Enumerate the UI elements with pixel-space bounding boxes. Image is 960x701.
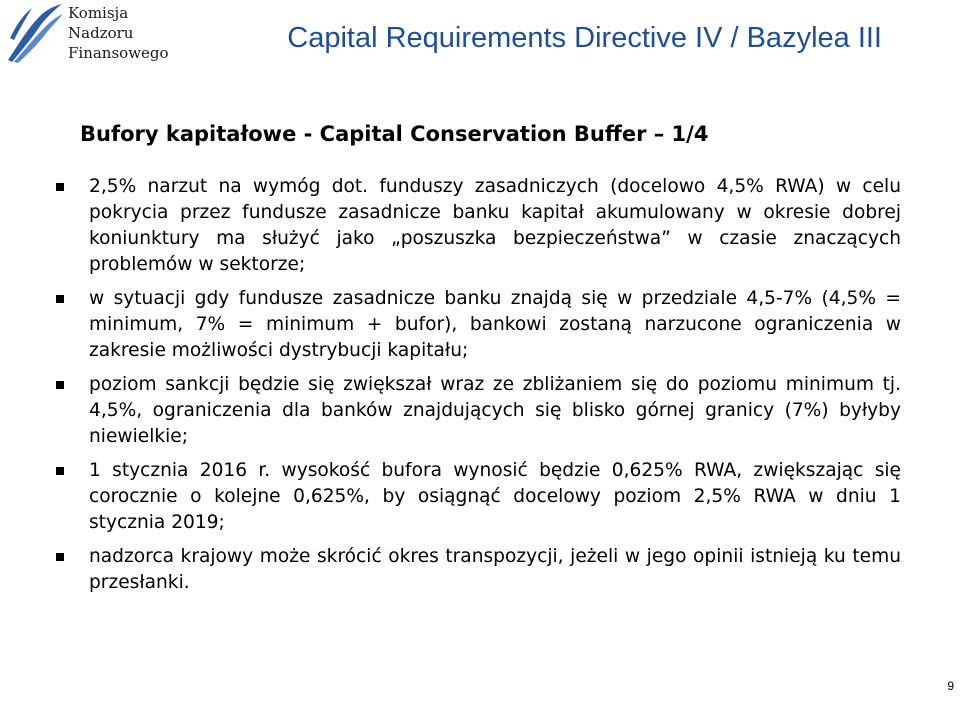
logo-text — [68, 3, 169, 63]
knf-emblem-icon — [6, 2, 64, 64]
logo-line-3: Finansowego — [68, 44, 169, 62]
logo-line-1: Komisja — [68, 4, 129, 22]
square-bullet-icon — [56, 553, 64, 561]
page-number: 9 — [947, 679, 954, 693]
square-bullet-icon — [56, 467, 64, 475]
bullet-text: poziom sankcji będzie się zwiększał wraz ze zbliżaniem się do poziomu minimum tj. 4,5%, ograniczenia dla banków znajdujących się blisko górnej granicy (7%) byłyby niewielkie; — [89, 374, 901, 447]
square-bullet-icon — [56, 295, 64, 303]
square-bullet-icon — [56, 183, 64, 191]
bullet-item — [56, 174, 901, 278]
bullet-text: 1 stycznia 2016 r. wysokość bufora wynosić będzie 0,625% RWA, zwiększając się corocznie o kolejne 0,625%, by osiągnąć docelowy poziom 2,5% RWA w dniu 1 stycznia 2019; — [89, 460, 901, 533]
square-bullet-icon — [56, 381, 64, 389]
bullet-text: nadzorca krajowy może skrócić okres transpozycji, jeżeli w jego opinii istnieją ku temu przesłanki. — [89, 546, 901, 593]
bullet-item — [56, 372, 901, 450]
bullet-item — [56, 458, 901, 536]
header-title: Capital Requirements Directive IV / Bazylea III — [287, 22, 882, 54]
bullet-text: w sytuacji gdy fundusze zasadnicze banku znajdą się w przedziale 4,5-7% (4,5% = minimum, 7% = minimum + bufor), bankowi zostaną narzucone ograniczenia w zakresie możliwości dystrybucji kapitału; — [89, 288, 901, 361]
bullet-text: 2,5% narzut na wymóg dot. funduszy zasadniczych (docelowo 4,5% RWA) w celu pokrycia przez fundusze zasadnicze banku kapitał akumulowany w okresie dobrej koniunktury ma służyć jako „poszuszka bezpieczeństwa” w czasie znaczących problemów w sektorze; — [89, 176, 901, 275]
knf-logo — [6, 0, 169, 70]
bullet-item — [56, 544, 901, 596]
bullet-list — [56, 174, 901, 604]
bullet-item — [56, 286, 901, 364]
slide-subtitle: Bufory kapitałowe - Capital Conservation Buffer – 1/4 — [80, 122, 709, 146]
logo-line-2: Nadzoru — [68, 24, 134, 42]
